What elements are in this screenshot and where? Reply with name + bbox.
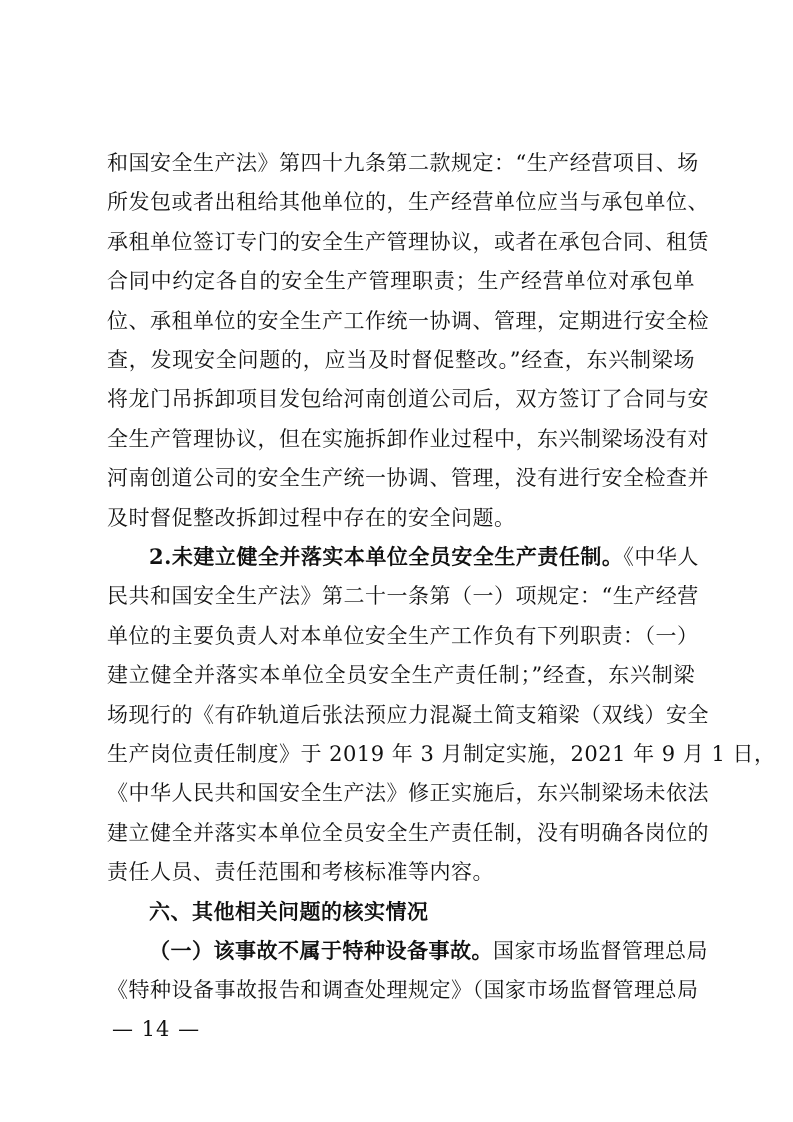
text-line: 《特种设备事故报告和调查处理规定》（国家市场监督管理总局 <box>107 978 699 1003</box>
text-line: 承租单位签订专门的安全生产管理协议，或者在承包合同、租赁 <box>107 229 709 254</box>
text-line: 生产岗位责任制度》于 2019 年 3 月制定实施，2021 年 9 月 1 日， <box>107 742 776 766</box>
text-line: 河南创道公司的安全生产统一协调、管理，没有进行安全检查并 <box>107 466 709 491</box>
paragraph-lead-line <box>149 544 699 570</box>
text-line: 单位的主要负责人对本单位安全生产工作负有下列职责：（一） <box>107 623 699 648</box>
subsection-lead-line <box>149 938 708 964</box>
section-heading: 六、其他相关问题的核实情况 <box>149 899 429 924</box>
text-line: 建立健全并落实本单位全员安全生产责任制，没有明确各岗位的 <box>107 820 709 845</box>
text-line: 查，发现安全问题的，应当及时督促整改。”经查，东兴制梁场 <box>107 348 695 372</box>
text-line: 将龙门吊拆卸项目发包给河南创道公司后，双方签订了合同与安 <box>107 387 709 412</box>
text-line: 和国安全生产法》第四十九条第二款规定：“生产经营项目、场 <box>107 151 699 175</box>
lead-rest-text: 《中华人 <box>623 545 699 569</box>
lead-rest-text: 国家市场监督管理总局 <box>493 939 708 963</box>
bold-lead-text: （一）该事故不属于特种设备事故。 <box>149 938 493 963</box>
text-line: 全生产管理协议，但在实施拆卸作业过程中，东兴制梁场没有对 <box>107 426 709 451</box>
text-line: 建立健全并落实本单位全员安全生产责任制；”经查，东兴制梁 <box>107 663 695 688</box>
text-line: 及时督促整改拆卸过程中存在的安全问题。 <box>107 505 516 530</box>
text-line: 位、承租单位的安全生产工作统一协调、管理，定期进行安全检 <box>107 308 709 333</box>
text-line: 《中华人民共和国安全生产法》修正实施后，东兴制梁场未依法 <box>107 781 709 806</box>
bold-lead-text: 2.未建立健全并落实本单位全员安全生产责任制。 <box>149 544 624 569</box>
text-line: 责任人员、责任范围和考核标准等内容。 <box>107 860 494 885</box>
text-line: 所发包或者出租给其他单位的，生产经营单位应当与承包单位、 <box>107 190 709 215</box>
text-line: 民共和国安全生产法》第二十一条第（一）项规定：“生产经营 <box>107 584 699 609</box>
text-line: 场现行的《有砟轨道后张法预应力混凝土简支箱梁（双线）安全 <box>107 702 709 727</box>
text-line: 合同中约定各自的安全生产管理职责；生产经营单位对承包单 <box>107 269 695 294</box>
page-number: — 14 — <box>112 1017 201 1041</box>
